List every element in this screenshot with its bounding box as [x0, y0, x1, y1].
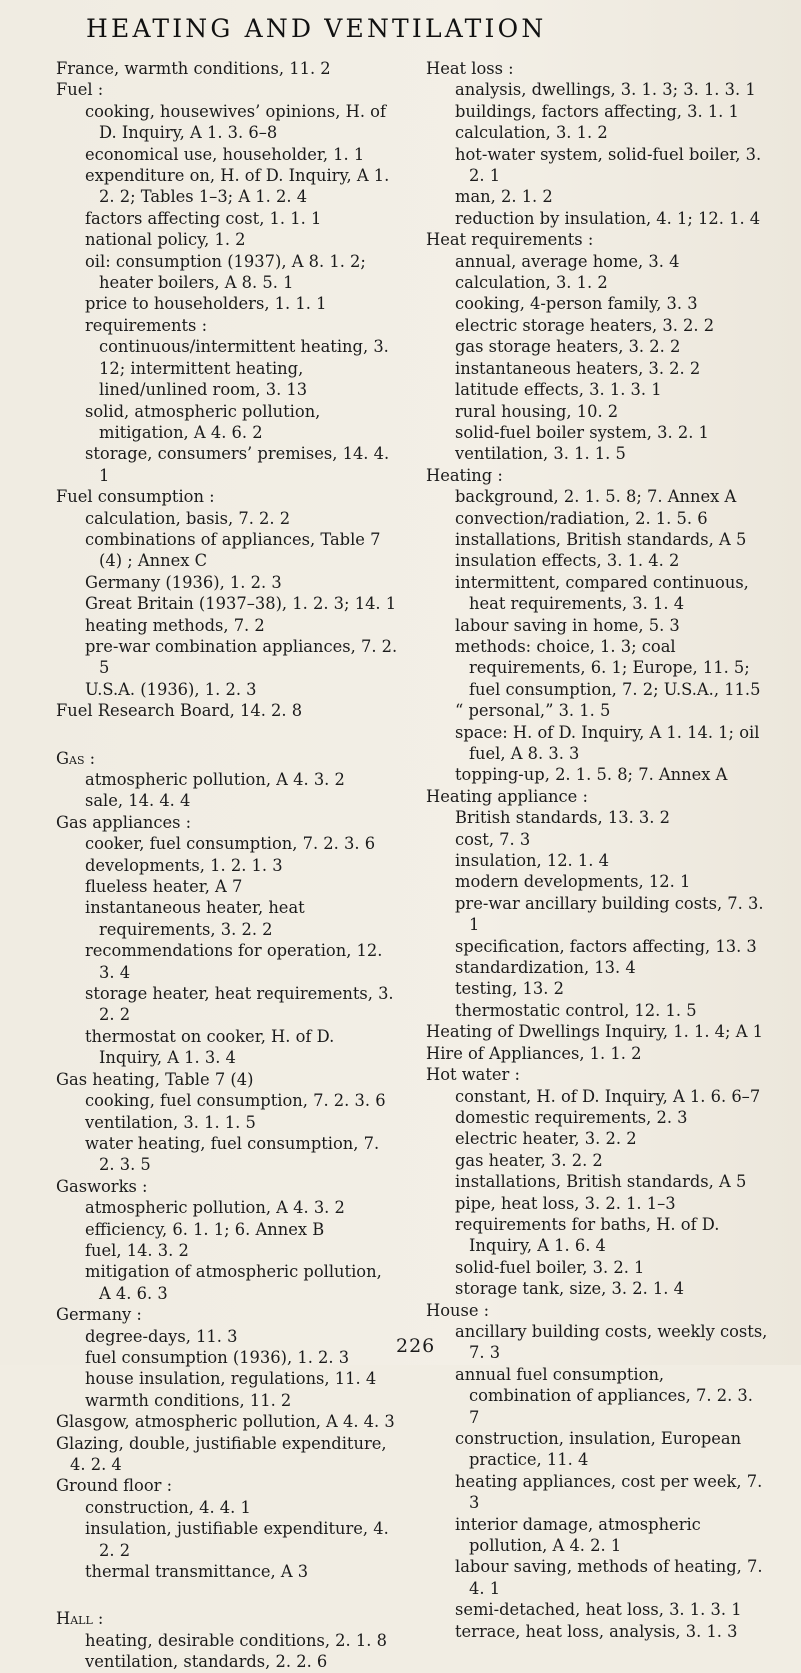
index-subentry: efficiency, 6. 1. 1; 6. Annex B	[85, 1219, 325, 1239]
index-section-heading: Hall :	[56, 1609, 104, 1629]
index-subentry: requirements for baths, H. of D. Inquiry, A 1. 6. 4	[455, 1214, 720, 1256]
index-subentry: water heating, fuel consumption, 7. 2. 3. 5	[85, 1133, 380, 1175]
index-subentry: calculation, 3. 1. 2	[455, 123, 608, 143]
header-left: HEATING AND	[86, 14, 315, 43]
index-subentry: installations, British standards, A 5	[455, 529, 747, 549]
index-subentry: requirements : continuous/intermittent heating, 3. 12; intermittent heating, lined/unlined room, 3. 13	[85, 315, 389, 400]
index-heading: Gas heating, Table 7 (4)	[56, 1069, 254, 1089]
index-subentry: cooking, 4-person family, 3. 3	[455, 294, 698, 314]
index-heading: House :	[426, 1300, 490, 1320]
index-subentry: gas heater, 3. 2. 2	[455, 1150, 603, 1170]
index-heading: France, warmth conditions, 11. 2	[56, 59, 331, 78]
index-subentry: terrace, heat loss, analysis, 3. 1. 3	[455, 1621, 738, 1641]
index-subentry: rural housing, 10. 2	[455, 401, 619, 421]
index-subentry: calculation, 3. 1. 2	[455, 273, 608, 293]
running-header	[86, 14, 786, 54]
index-subentry: electric heater, 3. 2. 2	[455, 1129, 637, 1149]
index-heading: Germany :	[56, 1305, 142, 1325]
index-subentry: atmospheric pollution, A 4. 3. 2	[85, 770, 345, 789]
index-subentry: ventilation, 3. 1. 1. 5	[85, 1112, 256, 1132]
index-subentry: atmospheric pollution, A 4. 3. 2	[85, 1198, 345, 1218]
index-column-right	[426, 58, 768, 1642]
index-subentry: cooker, fuel consumption, 7. 2. 3. 6	[85, 834, 376, 854]
index-subentry: recommendations for operation, 12. 3. 4	[85, 941, 383, 982]
index-column-left	[56, 58, 398, 1673]
index-subentry: standardization, 13. 4	[455, 958, 636, 978]
index-heading: Ground floor :	[56, 1476, 173, 1496]
index-subentry: degree-days, 11. 3	[85, 1326, 238, 1346]
index-subentry: developments, 1. 2. 1. 3	[85, 855, 283, 875]
index-subentry: sale, 14. 4. 4	[85, 791, 191, 811]
index-subentry: space: H. of D. Inquiry, A 1. 14. 1; oil fuel, A 8. 3. 3	[455, 722, 760, 763]
index-subentry: analysis, dwellings, 3. 1. 3; 3. 1. 3. 1	[455, 80, 756, 100]
index-heading: Hire of Appliances, 1. 1. 2	[426, 1043, 642, 1063]
index-subentry: convection/radiation, 2. 1. 5. 6	[455, 508, 708, 528]
index-subentry: installations, British standards, A 5	[455, 1172, 747, 1192]
index-subentry: topping-up, 2. 1. 5. 8; 7. Annex A	[455, 765, 728, 785]
index-subentry: domestic requirements, 2. 3	[455, 1107, 688, 1127]
index-subentry: methods: choice, 1. 3; coal requirements, 6. 1; Europe, 11. 5; fuel consumption, 7. 2; U.S.A., 11.5	[455, 636, 761, 699]
index-subentry: modern developments, 12. 1	[455, 872, 691, 892]
index-subentry: fuel consumption (1936), 1. 2. 3	[85, 1347, 350, 1367]
index-subentry: pre-war combination appliances, 7. 2. 5	[85, 636, 398, 678]
index-subentry: thermal transmittance, A 3	[85, 1562, 309, 1582]
index-subentry: labour saving in home, 5. 3	[455, 615, 680, 635]
index-subentry: price to householders, 1. 1. 1	[85, 294, 327, 314]
index-subentry: Great Britain (1937–38), 1. 2. 3; 14. 1	[85, 594, 397, 614]
section-gap	[56, 1582, 398, 1608]
index-subentry: construction, 4. 4. 1	[85, 1497, 251, 1517]
index-subentry: specification, factors affecting, 13. 3	[455, 936, 757, 956]
index-subentry: factors affecting cost, 1. 1. 1	[85, 208, 322, 228]
index-subentry: cost, 7. 3	[455, 829, 531, 849]
index-subentry: storage tank, size, 3. 2. 1. 4	[455, 1279, 684, 1299]
index-heading: Heating of Dwellings Inquiry, 1. 1. 4; A 1	[426, 1022, 763, 1042]
index-subentry: cooking, housewives’ opinions, H. of D. Inquiry, A 1. 3. 6–8	[85, 101, 386, 143]
index-heading: Heating appliance :	[426, 786, 588, 806]
index-subentry: “ personal,” 3. 1. 5	[455, 701, 611, 721]
index-subentry: Germany (1936), 1. 2. 3	[85, 572, 282, 592]
index-subentry: buildings, factors affecting, 3. 1. 1	[455, 101, 739, 121]
index-subentry: solid-fuel boiler, 3. 2. 1	[455, 1257, 645, 1277]
index-subentry: flueless heater, A 7	[85, 877, 243, 897]
index-subentry: electric storage heaters, 3. 2. 2	[455, 315, 715, 335]
index-heading: Fuel consumption :	[56, 487, 215, 507]
index-subentry: heating appliances, cost per week, 7. 3	[455, 1471, 763, 1513]
index-heading: Hot water :	[426, 1065, 520, 1085]
index-subentry: ventilation, standards, 2. 2. 6	[85, 1652, 328, 1672]
page-number: 226	[396, 1335, 436, 1357]
index-subentry: interior damage, atmospheric pollution, A 4. 2. 1	[455, 1514, 701, 1556]
header-right: VENTILATION	[324, 14, 547, 43]
index-subentry: oil: consumption (1937), A 8. 1. 2; heater boilers, A 8. 5. 1	[85, 251, 366, 293]
index-section-heading: Gas :	[56, 748, 96, 768]
index-subentry: reduction by insulation, 4. 1; 12. 1. 4	[455, 208, 761, 228]
index-subentry: intermittent, compared continuous, heat requirements, 3. 1. 4	[455, 572, 749, 614]
index-subentry: annual, average home, 3. 4	[455, 251, 680, 271]
index-subentry: gas storage heaters, 3. 2. 2	[455, 337, 681, 357]
index-heading: Fuel Research Board, 14. 2. 8	[56, 701, 303, 721]
index-subentry: background, 2. 1. 5. 8; 7. Annex A	[455, 487, 737, 507]
index-subentry: testing, 13. 2	[455, 979, 564, 999]
index-subentry: calculation, basis, 7. 2. 2	[85, 508, 291, 528]
index-heading: Heat loss :	[426, 59, 514, 78]
index-subentry: warmth conditions, 11. 2	[85, 1390, 292, 1410]
index-subentry: British standards, 13. 3. 2	[455, 808, 670, 828]
index-subentry: latitude effects, 3. 1. 3. 1	[455, 380, 662, 400]
index-subentry: solid, atmospheric pollution, mitigation, A 4. 6. 2	[85, 401, 321, 442]
index-subentry: combinations of appliances, Table 7 (4) ; Annex C	[85, 529, 381, 571]
index-subentry: economical use, householder, 1. 1	[85, 144, 365, 164]
index-subentry: pipe, heat loss, 3. 2. 1. 1–3	[455, 1193, 676, 1213]
index-heading: Glazing, double, justifiable expenditure, 4. 2. 4	[56, 1433, 387, 1474]
index-subentry: man, 2. 1. 2	[455, 187, 553, 207]
index-subentry: hot-water system, solid-fuel boiler, 3. 2. 1	[455, 144, 762, 186]
index-subentry: mitigation of atmospheric pollution, A 4. 6. 3	[85, 1262, 382, 1303]
index-heading: Fuel :	[56, 80, 104, 100]
index-subentry: fuel, 14. 3. 2	[85, 1240, 189, 1260]
index-subentry: ventilation, 3. 1. 1. 5	[455, 444, 626, 464]
index-subentry: cooking, fuel consumption, 7. 2. 3. 6	[85, 1091, 386, 1111]
index-subentry: insulation, justifiable expenditure, 4. 2. 2	[85, 1519, 389, 1560]
index-subentry: solid-fuel boiler system, 3. 2. 1	[455, 422, 709, 442]
index-subentry: pre-war ancillary building costs, 7. 3. 1	[455, 893, 764, 935]
index-heading: Heating :	[426, 465, 503, 485]
index-subentry: insulation effects, 3. 1. 4. 2	[455, 551, 680, 571]
index-subentry: house insulation, regulations, 11. 4	[85, 1369, 377, 1389]
index-subentry: ancillary building costs, weekly costs, 7. 3	[455, 1321, 768, 1363]
index-subentry: labour saving, methods of heating, 7. 4. 1	[455, 1557, 763, 1598]
index-subentry: instantaneous heater, heat requirements, 3. 2. 2	[85, 898, 305, 939]
index-subentry: heating, desirable conditions, 2. 1. 8	[85, 1630, 387, 1650]
index-subentry: insulation, 12. 1. 4	[455, 851, 609, 871]
section-gap	[56, 722, 398, 748]
index-subentry: semi-detached, heat loss, 3. 1. 3. 1	[455, 1600, 742, 1620]
index-subentry: constant, H. of D. Inquiry, A 1. 6. 6–7	[455, 1086, 761, 1106]
index-subentry: thermostatic control, 12. 1. 5	[455, 1000, 697, 1020]
index-subentry: storage heater, heat requirements, 3. 2. 2	[85, 984, 394, 1025]
index-heading: Gas appliances :	[56, 812, 192, 832]
index-heading: Gasworks :	[56, 1176, 148, 1196]
index-subentry: heating methods, 7. 2	[85, 615, 265, 635]
index-heading: Glasgow, atmospheric pollution, A 4. 4. 3	[56, 1412, 395, 1432]
index-subentry: instantaneous heaters, 3. 2. 2	[455, 358, 701, 378]
index-subentry: national policy, 1. 2	[85, 230, 246, 250]
index-subentry: storage, consumers’ premises, 14. 4. 1	[85, 444, 390, 485]
index-subentry: annual fuel consumption, combination of appliances, 7. 2. 3. 7	[455, 1364, 753, 1427]
index-subentry: expenditure on, H. of D. Inquiry, A 1. 2. 2; Tables 1–3; A 1. 2. 4	[85, 166, 390, 207]
index-subentry: U.S.A. (1936), 1. 2. 3	[85, 679, 257, 699]
index-subentry: thermostat on cooker, H. of D. Inquiry, A 1. 3. 4	[85, 1026, 335, 1068]
index-subentry: construction, insulation, European practice, 11. 4	[455, 1429, 742, 1470]
index-heading: Heat requirements :	[426, 230, 594, 250]
